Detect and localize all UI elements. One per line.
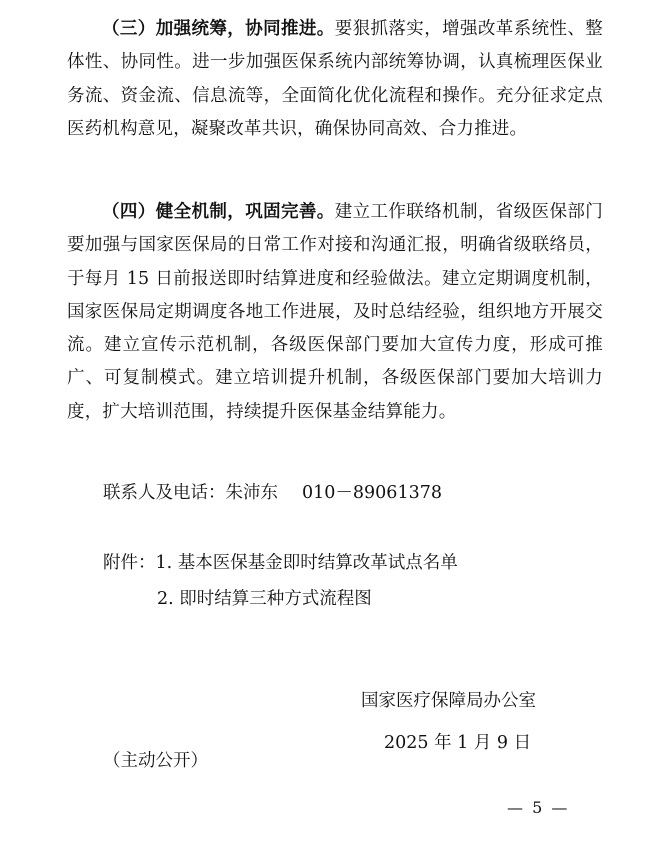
contact-phone: 010－89061378 xyxy=(302,483,442,503)
contact-label: 联系人及电话：朱沛东 xyxy=(103,483,278,503)
section-4-body: 建立工作联络机制，省级医保部门要加强与国家医保局的日常工作对接和沟通汇报，明确省级联络员，于每月 15 日前报送即时结算进度和经验做法。建立定期调度机制，国家医保局定期调度各地工作进展，及时总结经验，组织地方开展交流。建立宣传示范机制，各级医保部门要加大宣传力度，形成可推广、可复制模式。建立培训提升机制，各级医保部门要加大培训力度，扩大培训范围，持续提升医保基金结算能力。 xyxy=(67,202,603,422)
attachment-item-2: 2. 即时结算三种方式流程图 xyxy=(157,589,372,609)
issue-date: 2025 年 1 月 9 日 xyxy=(384,733,532,753)
attachment-item-1: 附件：1. 基本医保基金即时结算改革试点名单 xyxy=(103,553,458,573)
section-3-paragraph xyxy=(67,13,603,146)
section-4-paragraph xyxy=(67,196,603,429)
issuer-name: 国家医疗保障局办公室 xyxy=(361,691,536,711)
section-3-heading: （三）加强统筹，协同推进。 xyxy=(102,19,335,39)
section-4-heading: （四）健全机制，巩固完善。 xyxy=(102,202,335,222)
section-3-body: 要狠抓落实，增强改革系统性、整体性、协同性。进一步加强医保系统内部统筹协调，认真梳理医保业务流、资金流、信息流等，全面简化优化流程和操作。充分征求定点医药机构意见，凝聚改革共识，确保协同高效、合力推进。 xyxy=(67,19,603,139)
disclosure-label: （主动公开） xyxy=(103,751,208,771)
page-number: — 5 — xyxy=(507,798,570,817)
contact-line xyxy=(103,481,442,505)
